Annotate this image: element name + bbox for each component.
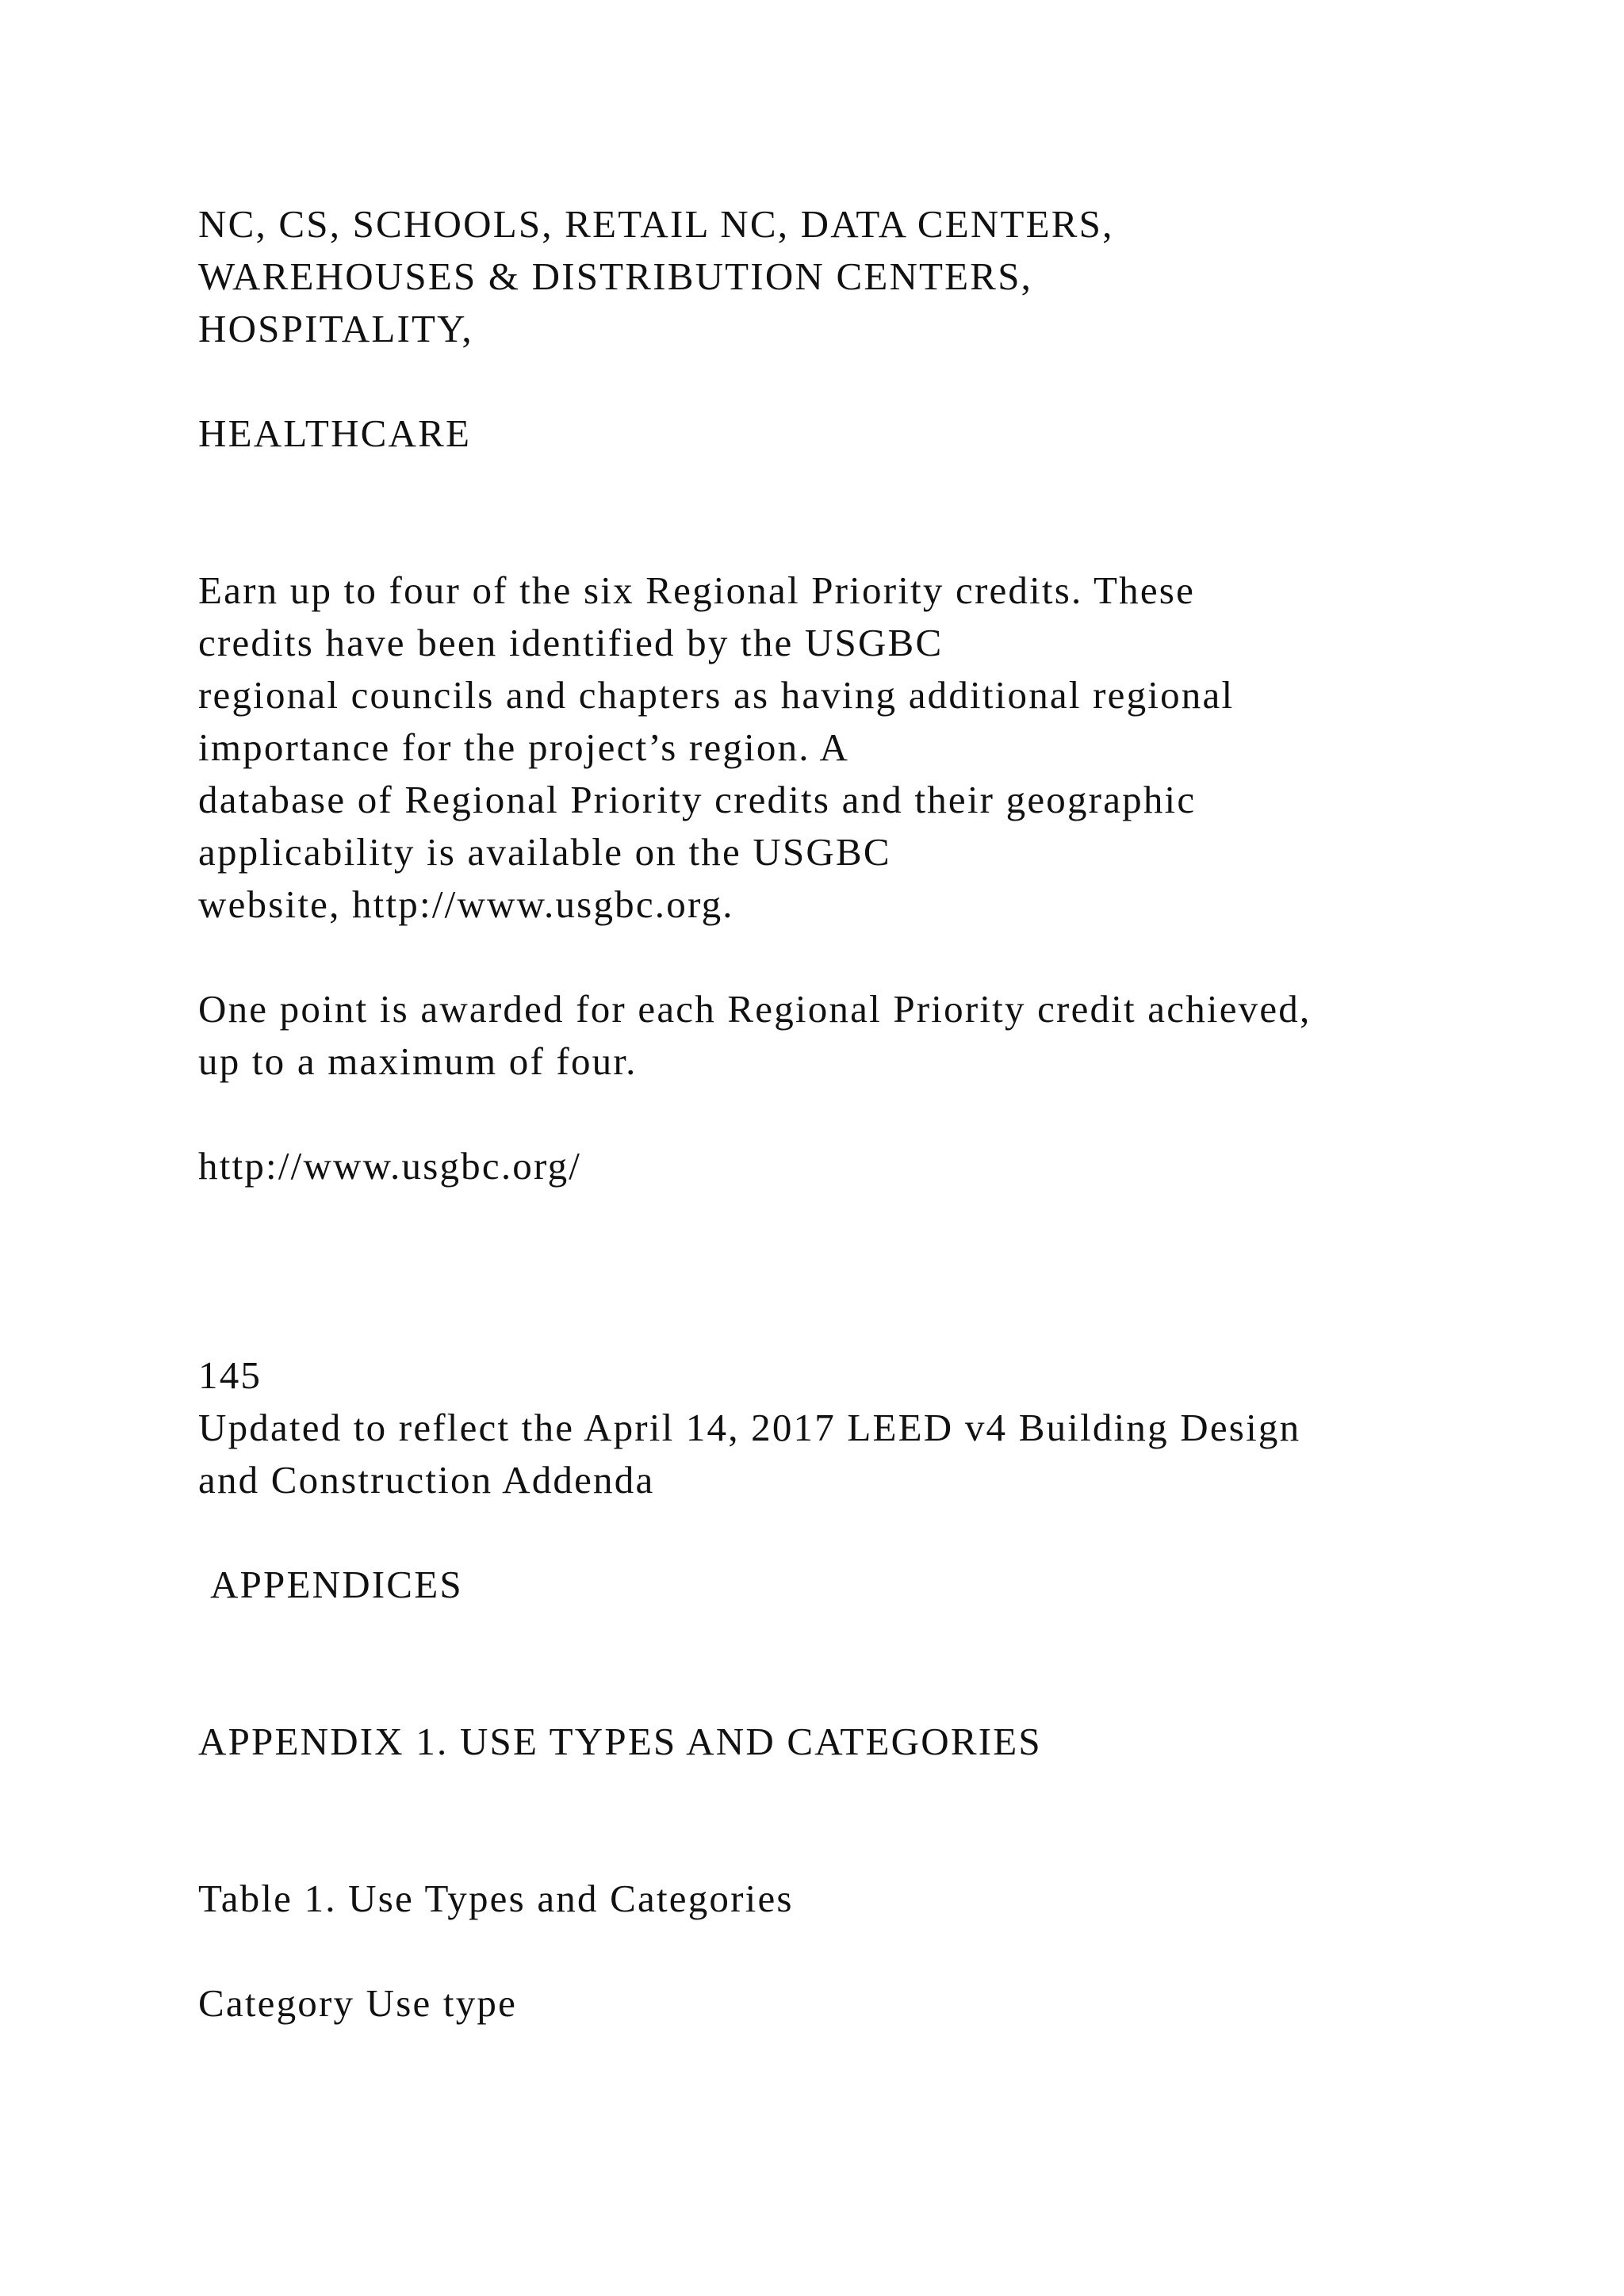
footer-line-1: Updated to reflect the April 14, 2017 LEED v4 Building Design — [198, 1406, 1301, 1449]
appendix-title: APPENDIX 1. USE TYPES AND CATEGORIES — [198, 1720, 1042, 1763]
applicability-line-1: NC, CS, SCHOOLS, RETAIL NC, DATA CENTERS, — [198, 202, 1114, 246]
points-line-1: One point is awarded for each Regional Priority credit achieved, — [198, 987, 1312, 1031]
appendices-heading: APPENDICES — [210, 1563, 463, 1606]
requirements-line-6: applicability is available on the USGBC — [198, 830, 891, 874]
requirements-line-5: database of Regional Priority credits and their geographic — [198, 778, 1197, 821]
requirements-line-7: website, http://www.usgbc.org. — [198, 882, 734, 926]
points-line-2: up to a maximum of four. — [198, 1039, 638, 1083]
requirements-line-3: regional councils and chapters as having additional regional — [198, 673, 1235, 717]
footer-line-2: and Construction Addenda — [198, 1458, 655, 1502]
requirements-line-1: Earn up to four of the six Regional Priority credits. These — [198, 568, 1196, 612]
usgbc-link[interactable]: http://www.usgbc.org/ — [198, 1144, 582, 1188]
applicability-line-2: WAREHOUSES & DISTRIBUTION CENTERS, — [198, 254, 1033, 298]
applicability-line-3: HOSPITALITY, — [198, 307, 473, 350]
table-title: Table 1. Use Types and Categories — [198, 1877, 794, 1920]
requirements-line-2: credits have been identified by the USGBC — [198, 621, 944, 664]
requirements-line-4: importance for the project’s region. A — [198, 725, 850, 769]
table-header: Category Use type — [198, 1981, 518, 2025]
page-number: 145 — [198, 1353, 262, 1397]
applicability-line-4: HEALTHCARE — [198, 411, 472, 455]
